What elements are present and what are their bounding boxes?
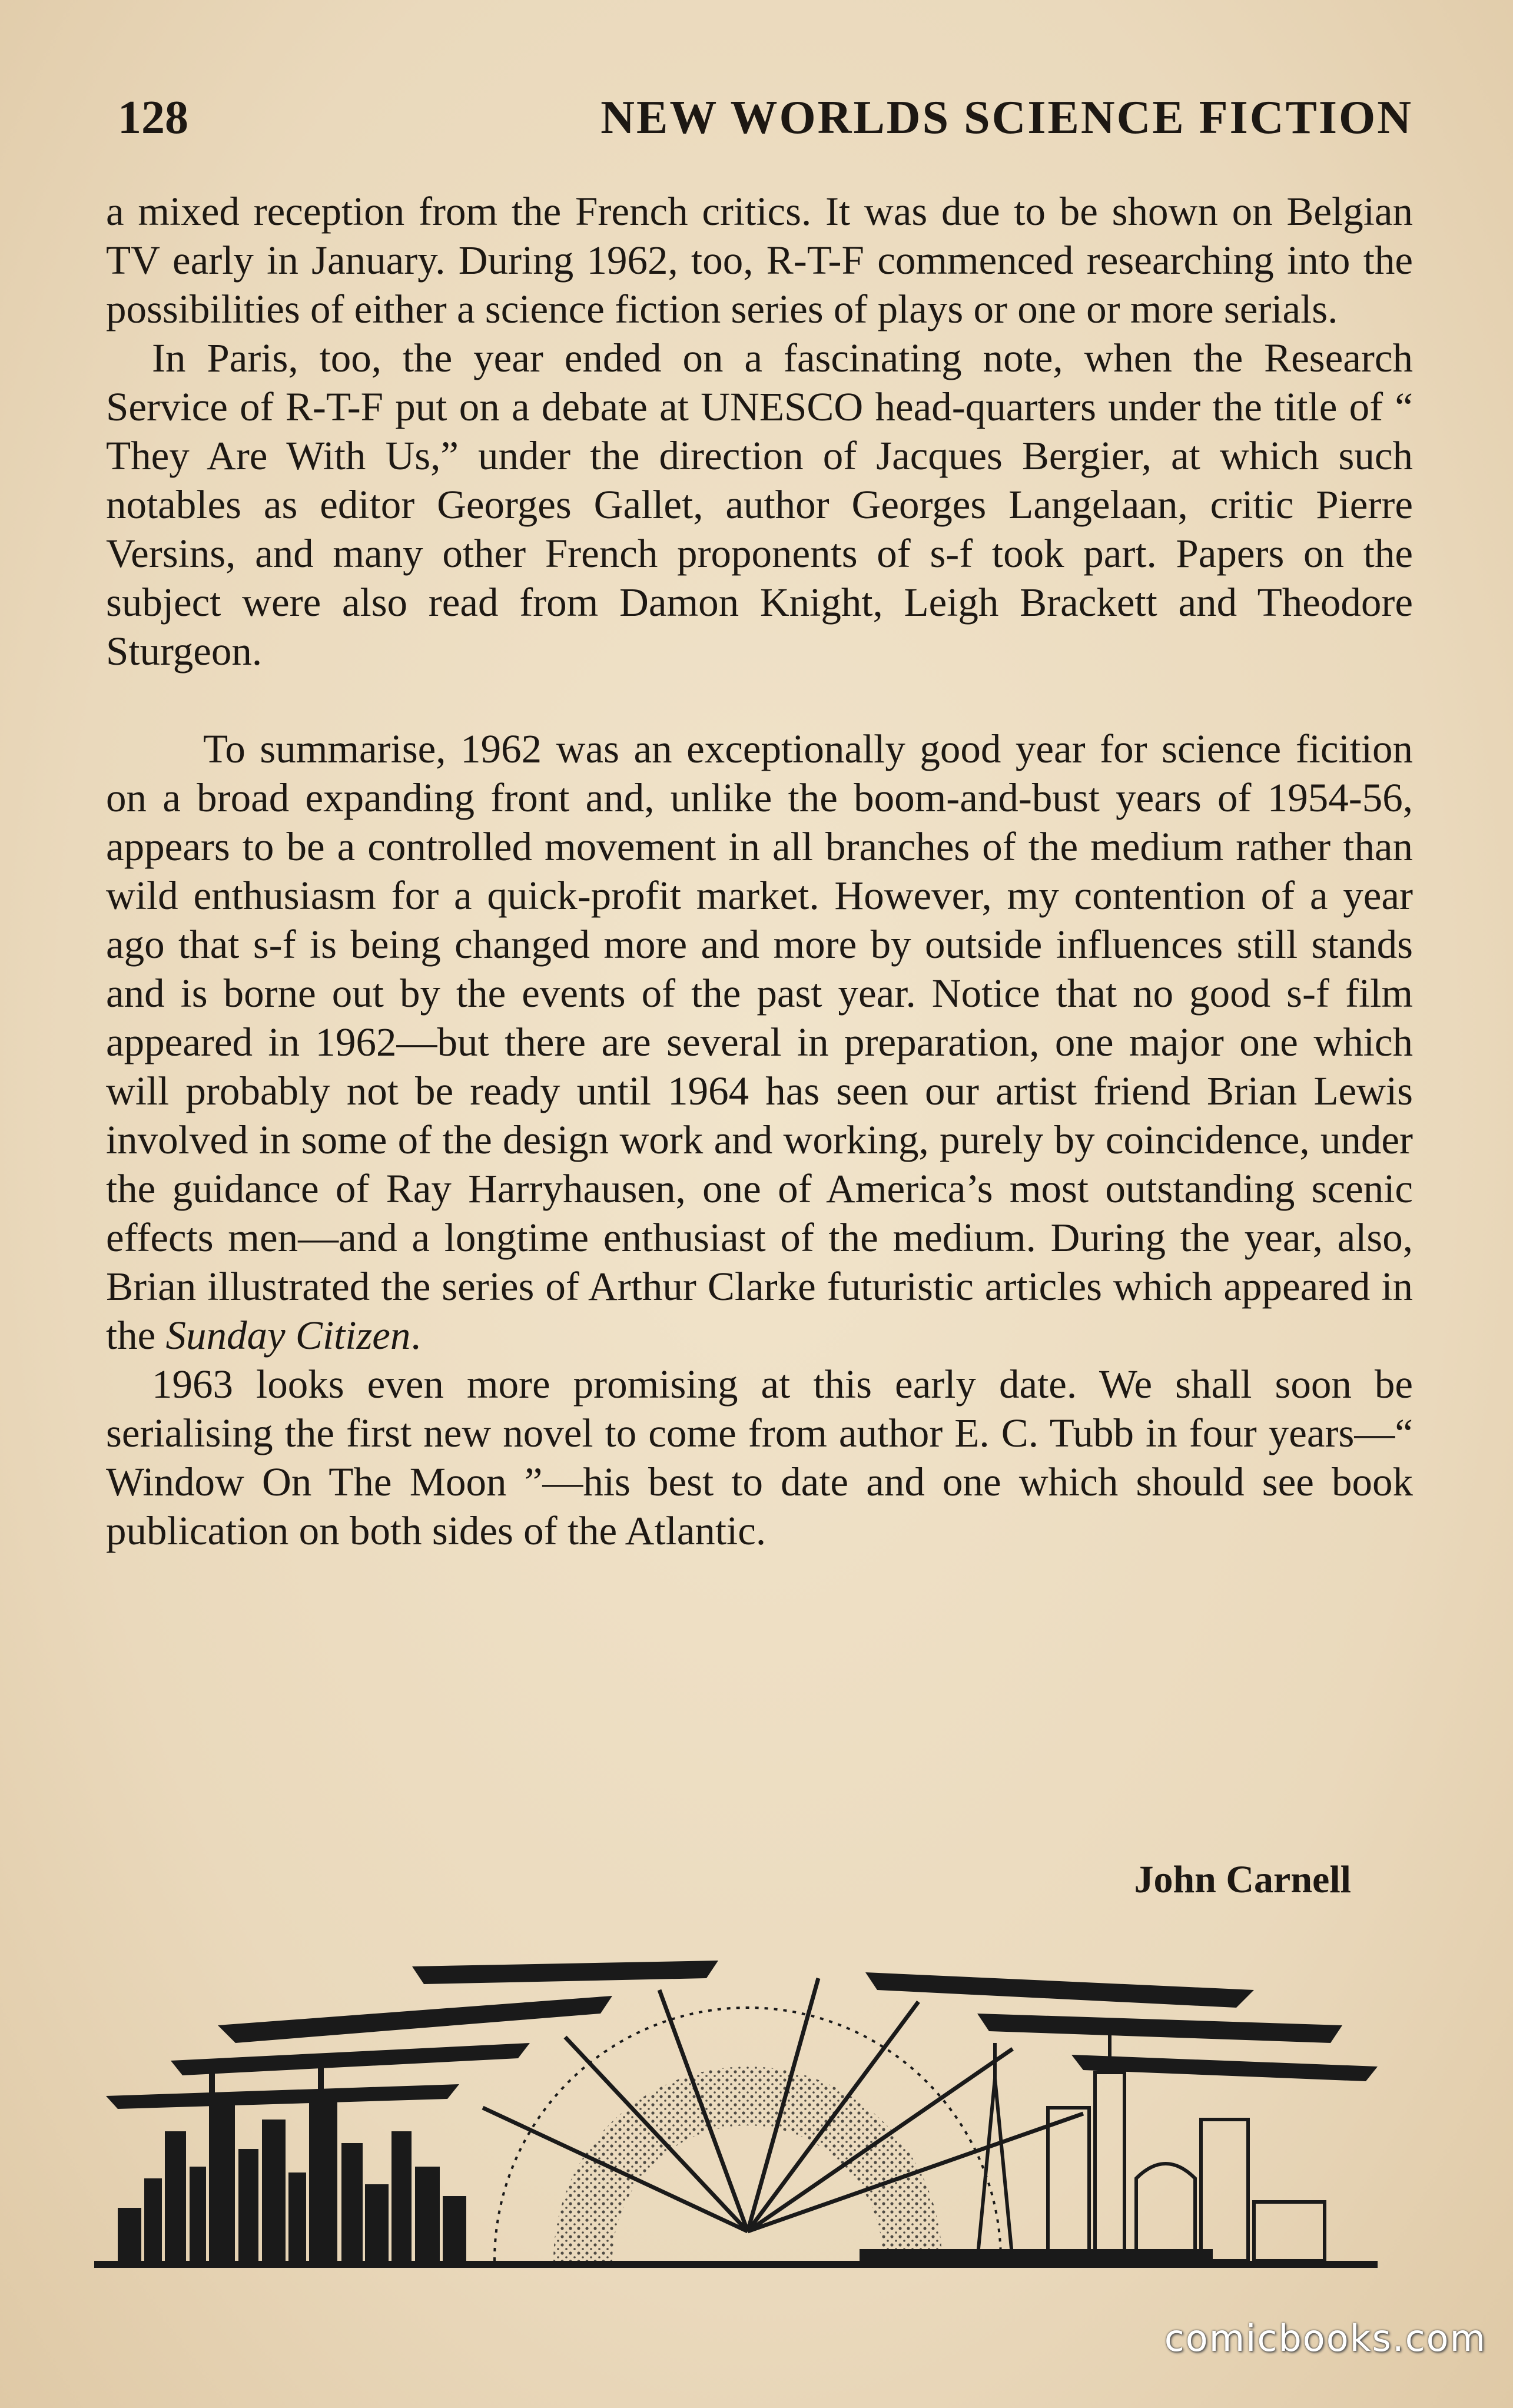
futuristic-skyline-illustration [82,1955,1389,2284]
paragraph [106,725,1413,1360]
paragraph-text: To summarise, 1962 was an exceptionally good year for science ficition on a broad expanding front and, unlike the boom-and-bust years of 1954-56, appears to be a controlled movement in all branches of the medium rather than wild enthusiasm for a quick-profit market. However, my contention of a year ago that s-f is being changed more and more by outside influences still stands and is borne out by the events of the past year. Notice that no good s-f film appeared in 1962—but there are several in preparation, one major one which will probably not be ready until 1964 has seen our artist friend Brian Lewis involved in some of the design work and working, purely by coincidence, under the guidance of Ray Harryhausen, one of America’s most outstanding scenic effects men—and a longtime enthusiast of the medium. During the year, also, Brian illustrated the series of Arthur Clarke futuristic articles which appeared in the [106,727,1413,1358]
publication-title: Sunday Citizen [165,1313,411,1358]
paragraph: In Paris, too, the year ended on a fascinating note, when the Research Service of R-T-F put on a debate at UNESCO head-quarters under the title of “ They Are With Us,” under the direction of Jacques Bergier, at which such notables as editor Georges Gallet, author Georges Langelaan, critic Pierre Versins, and many other French proponents of s-f took part. Papers on the subject were also read from Damon Knight, Leigh Brackett and Theodore Sturgeon. [106,336,1413,674]
page-header [118,88,1413,147]
paragraph: 1963 looks even more promising at this early date. We shall soon be serialising the first new novel to come from author E. C. Tubb in four years—“ Window On The Moon ”—his best to date and one which should see book publication on both sides of the Atlantic. [106,1362,1413,1553]
paragraph-end: . [410,1313,421,1358]
paragraph: a mixed reception from the French critics. It was due to be shown on Belgian TV early in January. During 1962, too, R-T-F commenced researching into the possibilities of either a science fiction series of plays or one or more serials. [106,189,1413,331]
running-head: NEW WORLDS SCIENCE FICTION [600,92,1413,144]
author-signature: John Carnell [1134,1858,1351,1901]
page-number: 128 [118,92,188,144]
article-body [106,187,1413,1555]
watermark: comicbooks.com [1164,2317,1487,2360]
